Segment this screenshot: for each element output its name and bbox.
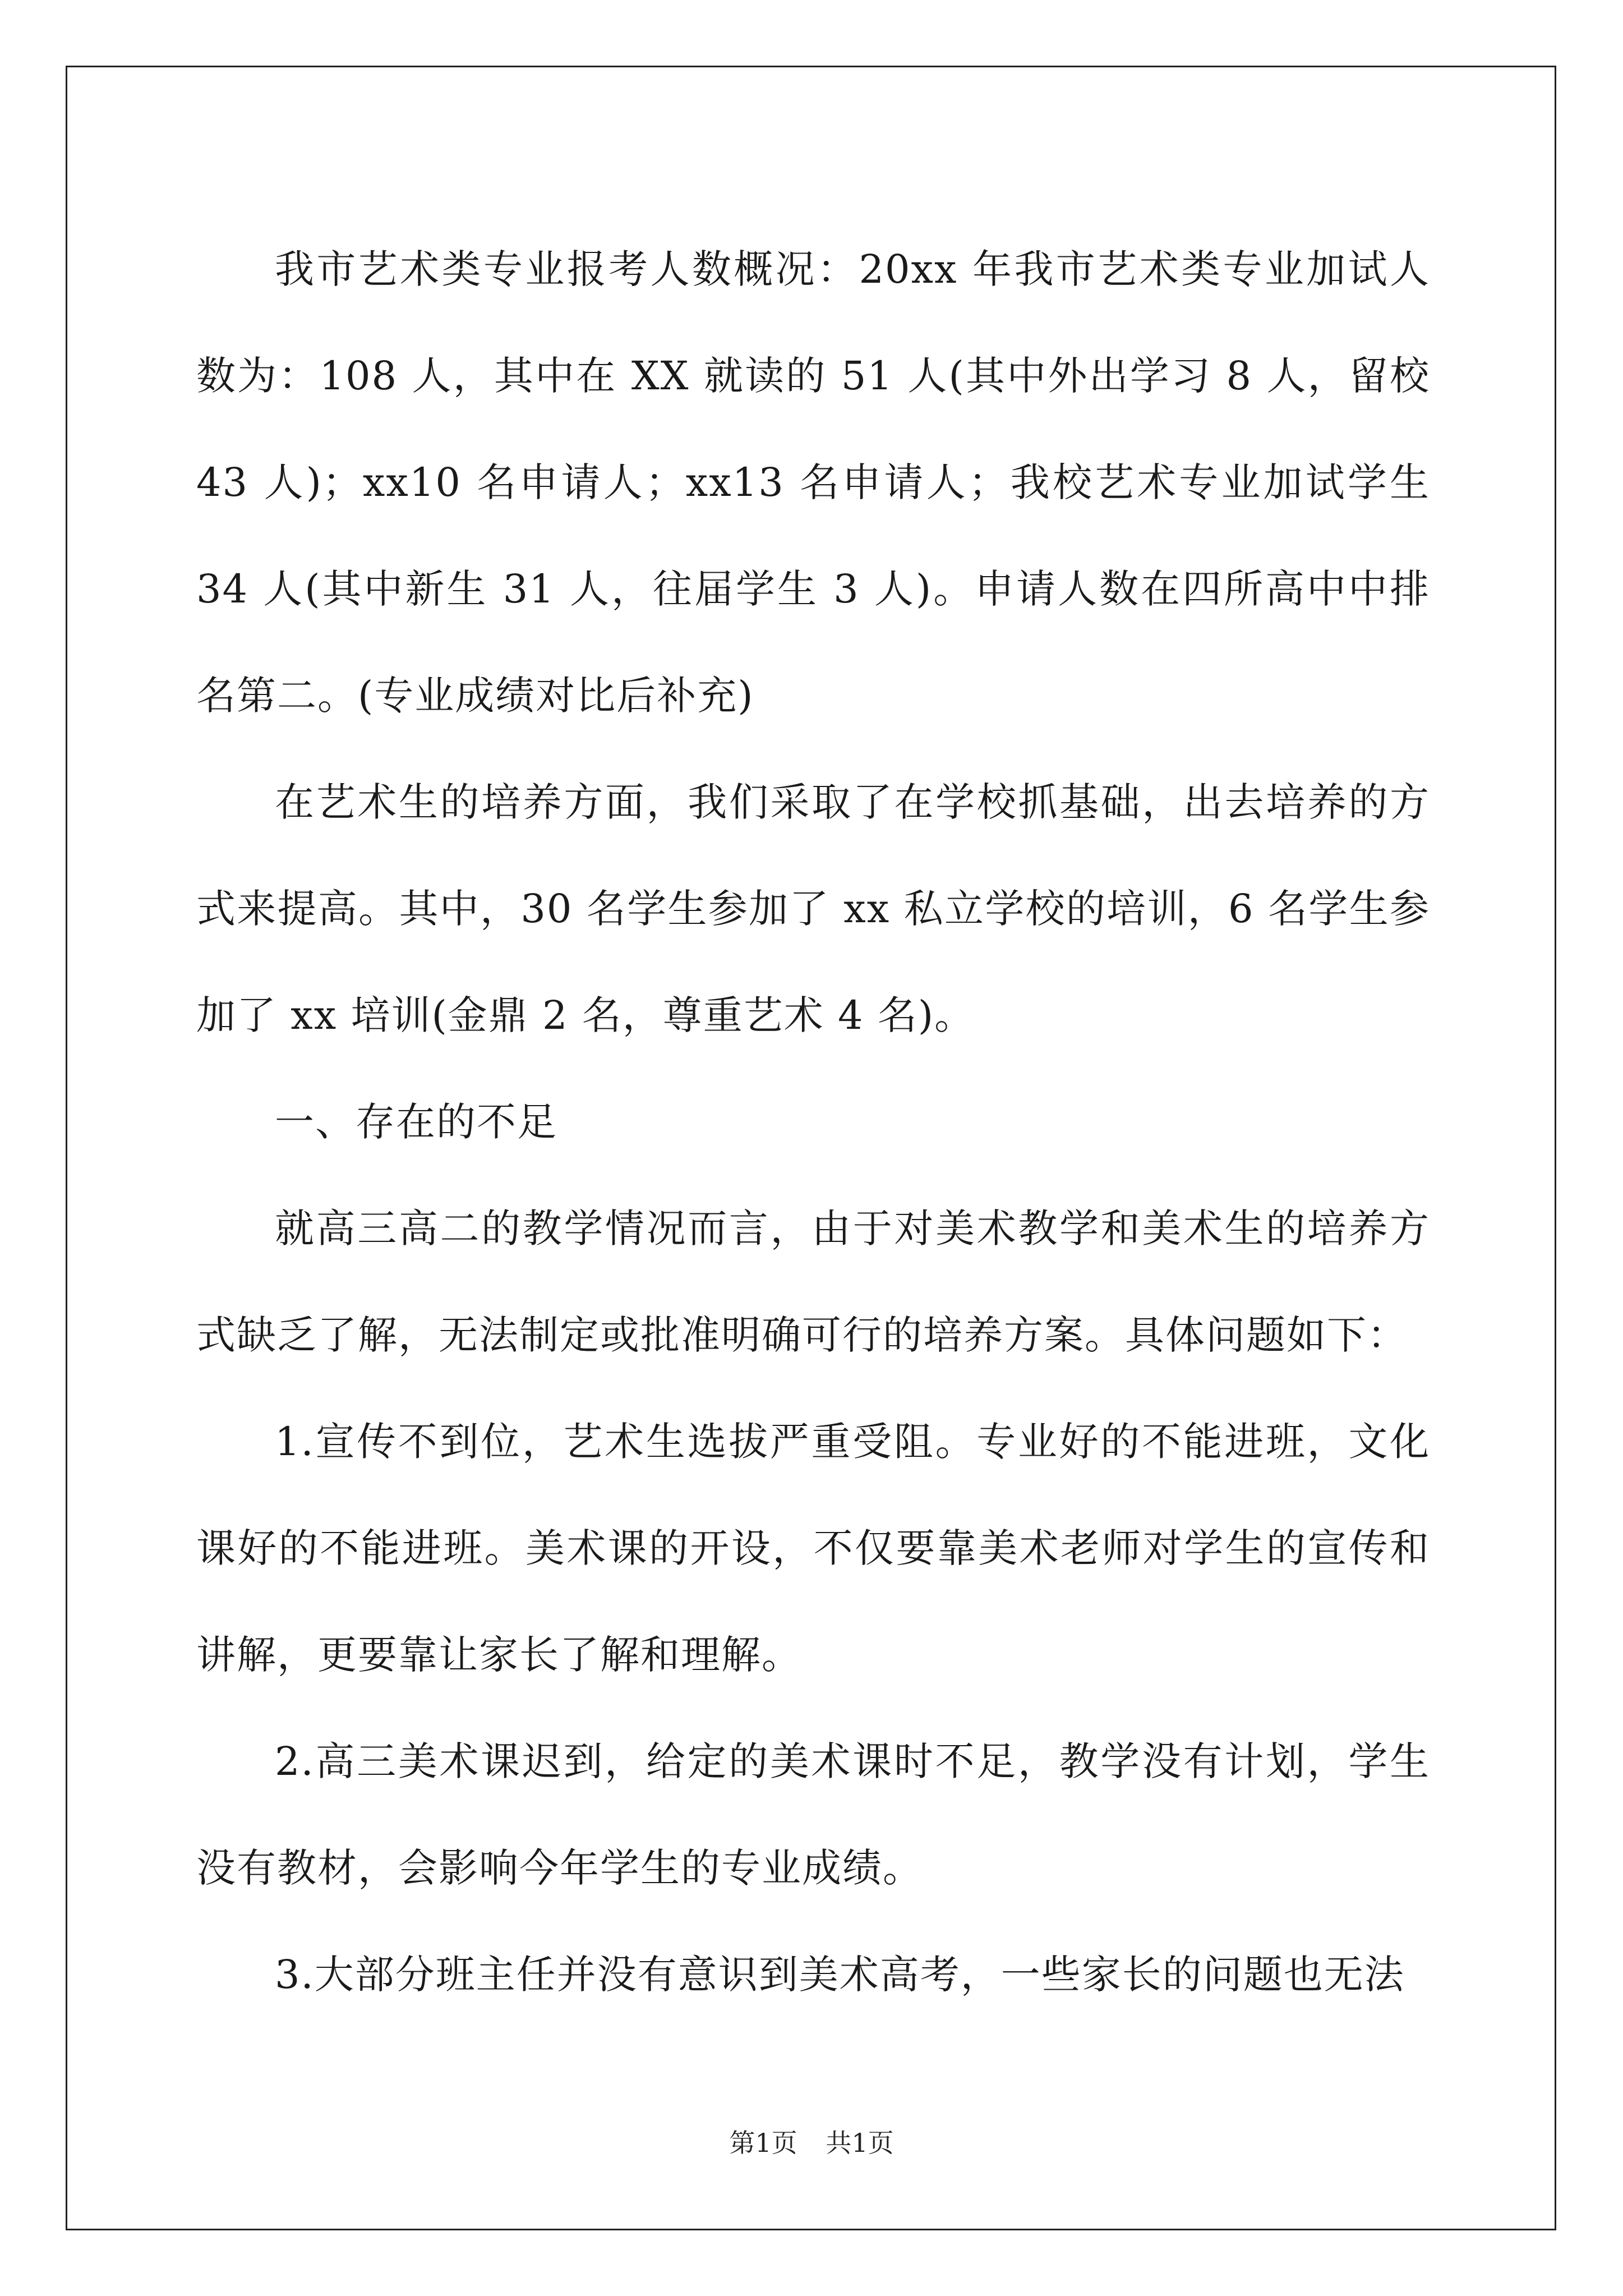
page-number-current: 第1页 — [729, 2128, 797, 2158]
paragraph-teaching-situation: 就高三高二的教学情况而言，由于对美术教学和美术生的培养方式缺乏了解，无法制定或批准明确可行的培养方案。具体问题如下： — [196, 1205, 1430, 1358]
document-body — [196, 216, 1430, 2028]
page-footer — [0, 2126, 1623, 2160]
list-item-3: 3.大部分班主任并没有意识到美术高考，一些家长的问题也无法 — [275, 1952, 1405, 1998]
paragraph-enrollment-overview: 我市艺术类专业报考人数概况：20xx 年我市艺术类专业加试人数为：108 人，其中在 XX 就读的 51 人(其中外出学习 8 人，留校 43 人)；xx10 名申请人；xx13 名申请人；我校艺术专业加试学生 34 人(其中新生 31 人，往届学生 3 人)。申请人数在四所高中中排名第二。(专业成绩对比后补充) — [196, 246, 1430, 719]
list-item-2: 2.高三美术课迟到，给定的美术课时不足，教学没有计划，学生没有教材，会影响今年学生的专业成绩。 — [196, 1738, 1430, 1891]
paragraph-training-approach: 在艺术生的培养方面，我们采取了在学校抓基础，出去培养的方式来提高。其中，30 名学生参加了 xx 私立学校的培训，6 名学生参加了 xx 培训(金鼎 2 名，尊重艺术 4 名)。 — [196, 779, 1430, 1038]
page-number-total: 共1页 — [826, 2128, 894, 2158]
section-heading-shortcomings: 一、存在的不足 — [275, 1099, 557, 1145]
list-item-1: 1.宣传不到位，艺术生选拔严重受阻。专业好的不能进班，文化课好的不能进班。美术课的开设，不仅要靠美术老师对学生的宣传和讲解，更要靠让家长了解和理解。 — [196, 1419, 1430, 1678]
